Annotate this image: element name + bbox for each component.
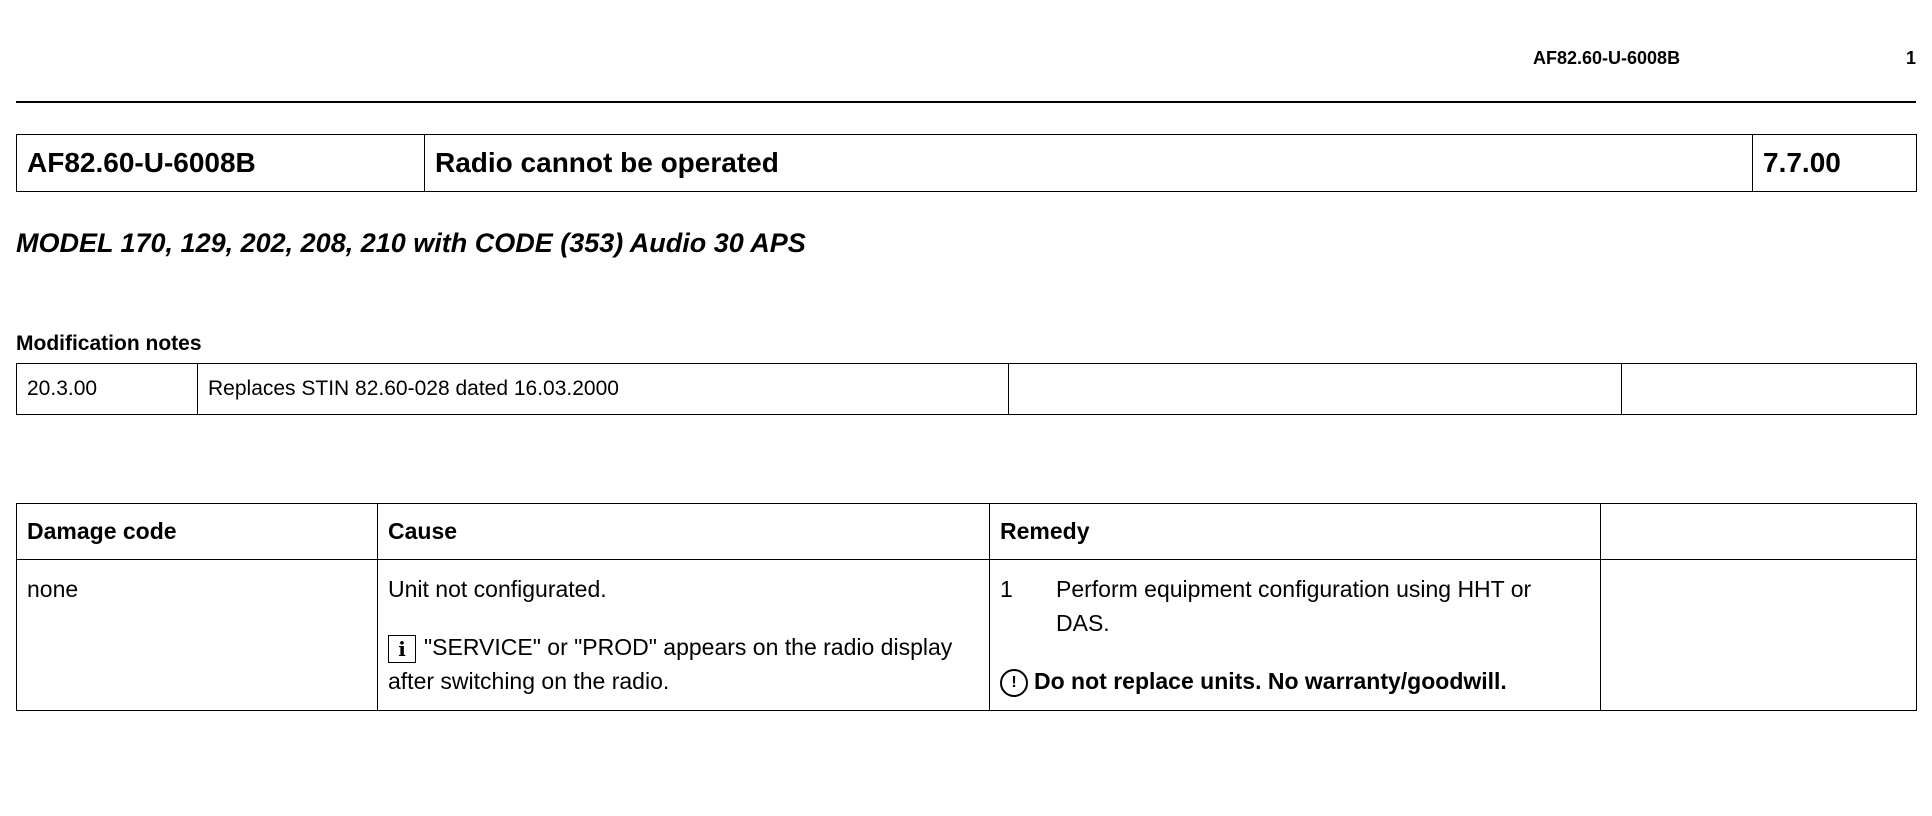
mod-text: Replaces STIN 82.60-028 dated 16.03.2000 <box>198 364 1009 415</box>
title-date: 7.7.00 <box>1753 135 1917 192</box>
col-header-extra <box>1601 504 1917 560</box>
cause-text: Unit not configurated. <box>388 576 607 602</box>
col-header-remedy: Remedy <box>990 504 1601 560</box>
remedy-step-text: Perform equipment configuration using HHT or DAS. <box>1056 576 1532 636</box>
mod-date: 20.3.00 <box>17 364 198 415</box>
header-doc-code: AF82.60-U-6008B <box>1533 48 1681 68</box>
cause-note <box>388 630 979 698</box>
remedy-step <box>1000 572 1590 640</box>
model-line: MODEL 170, 129, 202, 208, 210 with CODE (353) Audio 30 APS <box>16 228 806 258</box>
page-number: 1 <box>1906 48 1917 68</box>
col-header-cause: Cause <box>378 504 990 560</box>
table-row <box>17 560 1917 711</box>
mod-col4 <box>1622 364 1917 415</box>
cause-note-text: "SERVICE" or "PROD" appears on the radio display after switching on the radio. <box>388 634 953 694</box>
header-rule <box>16 101 1916 103</box>
extra-cell <box>1601 560 1917 711</box>
damage-code-cell: none <box>17 560 378 711</box>
title-text: Radio cannot be operated <box>425 135 1753 192</box>
title-code: AF82.60-U-6008B <box>17 135 425 192</box>
table-row <box>17 364 1917 415</box>
modification-notes-heading: Modification notes <box>16 332 202 355</box>
title-table <box>16 134 1917 192</box>
remedy-warning-text: Do not replace units. No warranty/goodwill. <box>1034 668 1507 694</box>
remedy-cell <box>990 560 1601 711</box>
remedy-warning <box>1000 664 1590 698</box>
mod-col3 <box>1009 364 1622 415</box>
col-header-damage-code: Damage code <box>17 504 378 560</box>
remedy-step-number: 1 <box>1000 576 1013 602</box>
damage-table <box>16 503 1917 711</box>
table-header-row <box>17 504 1917 560</box>
warning-icon: ! <box>1000 669 1028 697</box>
cause-cell <box>378 560 990 711</box>
modification-notes-table <box>16 363 1917 415</box>
info-icon: i <box>388 635 416 663</box>
